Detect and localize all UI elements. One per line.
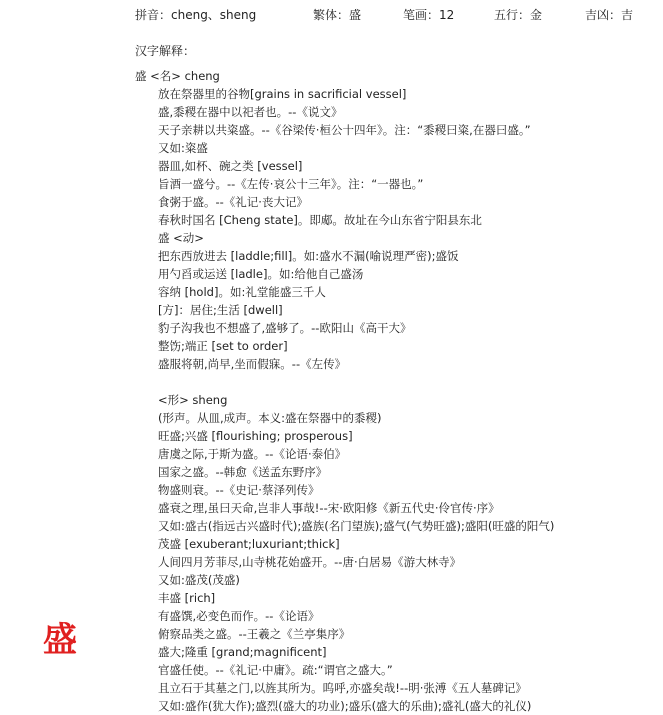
definition-line: 又如:粢盛 <box>158 141 208 155</box>
definition-line: 盛衰之理,虽曰天命,岂非人事哉!--宋·欧阳修《新五代史·伶官传·序》 <box>158 501 500 515</box>
definition-line: (形声。从皿,成声。本义:盛在祭器中的黍稷) <box>158 411 382 425</box>
definition-line: 盛大;隆重 [grand;magnificent] <box>158 645 327 659</box>
definition-line: 用勺舀或运送 [ladle]。如:给他自己盛汤 <box>158 267 364 281</box>
definition-line: 天子亲耕以共粢盛。--《谷梁传·桓公十四年》。注：“黍稷曰粢,在器曰盛。” <box>158 123 531 137</box>
definition-line: 且立石于其墓之门,以旌其所为。呜呼,亦盛矣哉!--明·张溥《五人墓碑记》 <box>158 681 527 695</box>
definition-line: 物盛则衰。--《史记·蔡泽列传》 <box>158 483 320 497</box>
definition-line: 春秋时国名 [Cheng state]。即郕。故址在今山东省宁阳县东北 <box>158 213 482 227</box>
definition-line: 又如:盛茂(茂盛) <box>158 573 240 587</box>
definition-line: <形> sheng <box>158 393 228 407</box>
definition-line: 唐虞之际,于斯为盛。--《论语·泰伯》 <box>158 447 347 461</box>
definition-line: 旺盛;兴盛 [flourishing; prosperous] <box>158 429 353 443</box>
definition-line: 官盛任使。--《礼记·中庸》。疏:“谓官之盛大。” <box>158 663 393 677</box>
definition-line: 容纳 [hold]。如:礼堂能盛三千人 <box>158 285 326 299</box>
definition-line: 器皿,如杯、碗之类 [vessel] <box>158 159 303 173</box>
definition-line: 整饬;端正 [set to order] <box>158 339 288 353</box>
strokes-label: 笔画：12 <box>403 8 455 22</box>
traditional-label: 繁体：盛 <box>313 8 362 22</box>
definition-line: 盛 <名> cheng <box>135 69 220 83</box>
definition-line: 盛,黍稷在器中以祀者也。--《说文》 <box>158 105 343 119</box>
wuxing-label: 五行：金 <box>494 8 543 22</box>
definition-line: 把东西放进去 [laddle;fill]。如:盛水不漏(喻说理严密);盛饭 <box>158 249 459 263</box>
definition-line: 俯察品类之盛。--王羲之《兰亭集序》 <box>158 627 351 641</box>
definition-line: 茂盛 [exuberant;luxuriant;thick] <box>158 537 340 551</box>
definition-body <box>135 67 663 715</box>
definition-line: 旨酒一盛兮。--《左传·哀公十三年》。注：“一器也。” <box>158 177 424 191</box>
definition-line: 丰盛 [rich] <box>158 591 216 605</box>
definition-line: 又如:盛古(指远古兴盛时代);盛族(名门望族);盛气(气势旺盛);盛阳(旺盛的阳气) <box>158 519 555 533</box>
definition-line: 豹子沟我也不想盛了,盛够了。--欧阳山《高干大》 <box>158 321 412 335</box>
definition-line: 人间四月芳菲尽,山寺桃花始盛开。--唐·白居易《游大林寺》 <box>158 555 462 569</box>
definition-line: 有盛馔,必变色而作。--《论语》 <box>158 609 320 623</box>
definition-line <box>135 373 663 391</box>
definition-line: 放在祭器里的谷物[grains in sacrificial vessel] <box>158 87 407 101</box>
pinyin-label: 拼音：cheng、sheng <box>135 8 257 22</box>
explanation-heading: 汉字解释： <box>135 44 196 58</box>
definition-line: 国家之盛。--韩愈《送孟东野序》 <box>158 465 328 479</box>
jixiong-label: 吉凶：吉 <box>585 8 634 22</box>
definition-line: 盛服将朝,尚早,坐而假寐。--《左传》 <box>158 357 347 371</box>
character-display: 盛 <box>43 620 77 660</box>
definition-line: [方]：居住;生活 [dwell] <box>158 303 283 317</box>
definition-line: 盛 <动> <box>158 231 204 245</box>
definition-line: 食粥于盛。--《礼记·丧大记》 <box>158 195 308 209</box>
definition-line: 又如:盛作(犹大作);盛烈(盛大的功业);盛乐(盛大的乐曲);盛礼(盛大的礼仪) <box>158 699 532 713</box>
